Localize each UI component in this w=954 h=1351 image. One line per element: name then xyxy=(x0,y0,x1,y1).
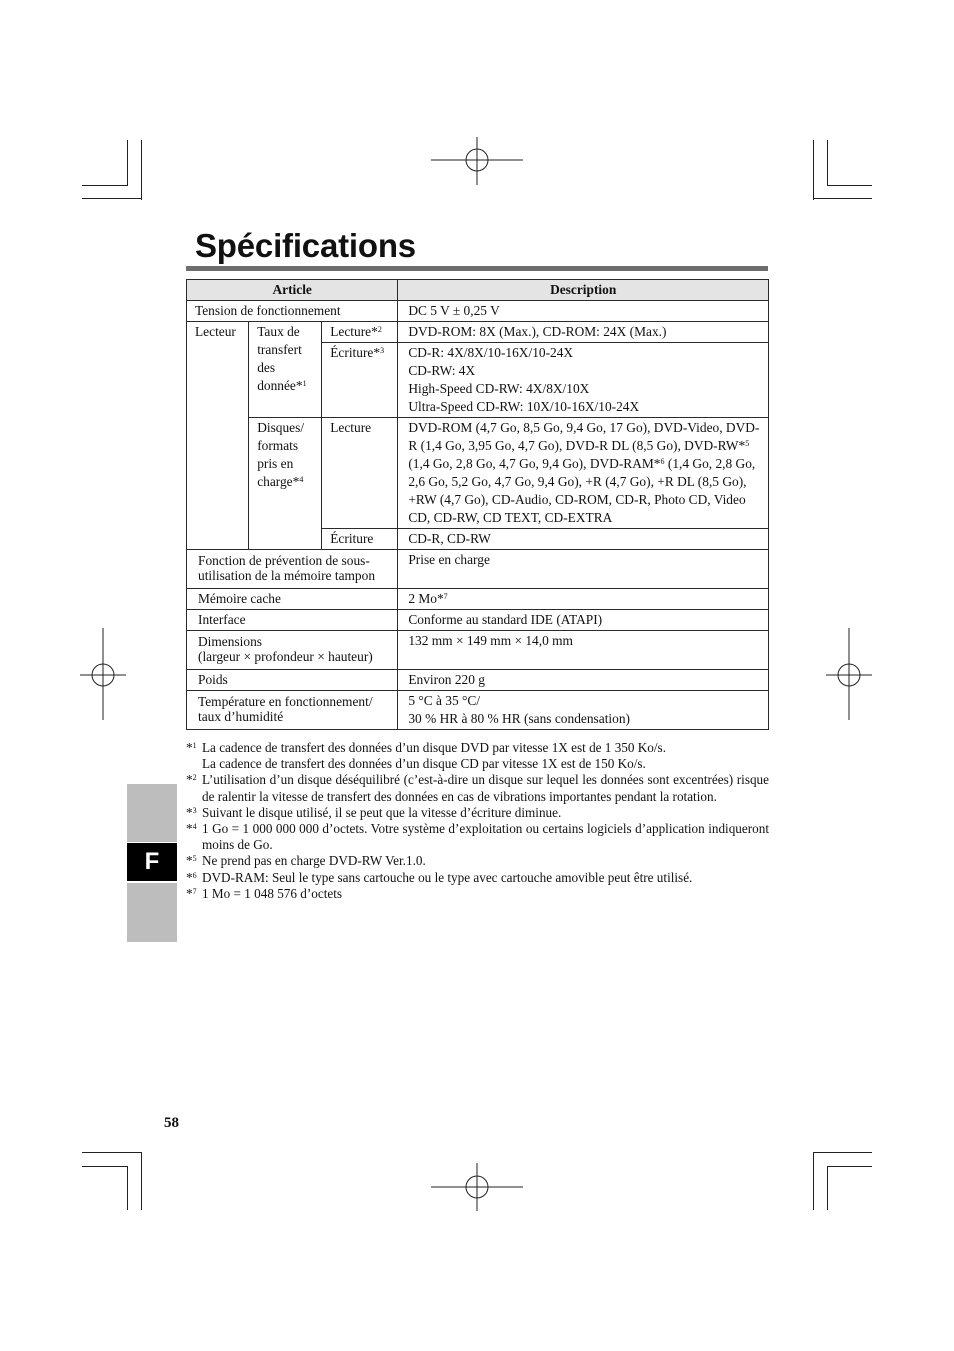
row-value-dimensions: 132 mm × 149 mm × 14,0 mm xyxy=(398,631,769,670)
row-label-cache: Mémoire cache xyxy=(187,589,398,610)
row-value-cache: 2 Mo*$^7$ xyxy=(398,589,769,610)
row-label-taux: Taux de transfert des donnée*$^1$ xyxy=(249,322,322,418)
row-value-disques-ecriture: CD-R, CD-RW xyxy=(398,529,769,550)
footnote-6: *$^6$ DVD-RAM: Seul le type sans cartouche ou le type avec cartouche amovible peut être utilisé. xyxy=(186,869,693,885)
table-row xyxy=(187,418,769,529)
row-label-ecriture: Écriture*$^3$ xyxy=(322,343,398,418)
row-label-prevention: Fonction de prévention de sous-utilisation de la mémoire tampon xyxy=(187,550,398,589)
table-row xyxy=(187,589,769,610)
row-value-poids: Environ 220 g xyxy=(398,670,769,691)
table-row xyxy=(187,550,769,589)
row-value-prevention: Prise en charge xyxy=(398,550,769,589)
footnote-2: *$^2$ L’utilisation d’un disque déséquilibré (c’est-à-dire un disque sur lequel les données sont excentrées) risque de ralentir la vitesse de transfert des données en cas de vibrations importantes pendant la rotation. xyxy=(186,772,769,804)
side-tab-language: F xyxy=(127,843,177,881)
page-title: Spécifications xyxy=(195,227,416,264)
row-value-lecture: DVD-ROM: 8X (Max.), CD-ROM: 24X (Max.) xyxy=(398,322,769,343)
row-value-ecriture: CD-R: 4X/8X/10-16X/10-24X CD-RW: 4X High-Speed CD-RW: 4X/8X/10X Ultra-Speed CD-RW: 10X/10-16X/10-24X xyxy=(398,343,769,418)
row-value-disques-lecture: DVD-ROM (4,7 Go, 8,5 Go, 9,4 Go, 17 Go), DVD-Video, DVD-R (1,4 Go, 3,95 Go, 4,7 Go), DVD-R DL (8,5 Go), DVD-RW*$^5$ (1,4 Go, 2,8 Go, 4,7 Go, 9,4 Go), DVD-RAM*$^6$ (1,4 Go, 2,8 Go, 2,6 Go, 5,2 Go, 4,7 Go, 9,4 Go), +R (4,7 Go), +R DL (8,5 Go), +RW (4,7 Go), CD-Audio, CD-ROM, CD-R, Photo CD, Video CD, CD-RW, CD TEXT, CD-EXTRA xyxy=(398,418,769,529)
title-underline xyxy=(186,266,768,271)
registration-mark-right xyxy=(826,628,872,720)
row-value-temperature: 5 °C à 35 °C/ 30 % HR à 80 % HR (sans condensation) xyxy=(398,691,769,730)
row-label-tension: Tension de fonctionnement xyxy=(187,301,398,322)
header-description: Description xyxy=(398,280,769,301)
row-label-lecture: Lecture*$^2$ xyxy=(322,322,398,343)
registration-mark-left xyxy=(80,628,126,720)
footnote-5: *$^5$ Ne prend pas en charge DVD-RW Ver.1.0. xyxy=(186,853,426,869)
table-row xyxy=(187,322,769,343)
registration-mark-bottom xyxy=(431,1163,523,1211)
row-label-poids: Poids xyxy=(187,670,398,691)
footnote-1: *$^1$ La cadence de transfert des données d’un disque DVD par vitesse 1X est de 1 350 Ko/s. La cadence de transfert des données d’un disque CD par vitesse 1X est de 150 Ko/s. xyxy=(186,740,666,772)
row-label-lecteur: Lecteur xyxy=(187,322,249,550)
footnote-4: *$^4$ 1 Go = 1 000 000 000 d’octets. Votre système d’exploitation ou certains logiciels d’application indiqueront moins de Go. xyxy=(186,821,769,853)
footnote-7: *$^7$ 1 Mo = 1 048 576 d’octets xyxy=(186,885,343,901)
side-tab-upper xyxy=(127,784,177,842)
table-row xyxy=(187,691,769,730)
footnotes xyxy=(186,740,769,902)
header-article: Article xyxy=(187,280,398,301)
row-label-disques: Disques/ formats pris en charge*$^4$ xyxy=(249,418,322,550)
row-label-disques-lecture: Lecture xyxy=(322,418,398,529)
footnote-3: *$^3$ Suivant le disque utilisé, il se peut que la vitesse d’écriture diminue. xyxy=(186,804,562,820)
table-row xyxy=(187,301,769,322)
row-value-interface: Conforme au standard IDE (ATAPI) xyxy=(398,610,769,631)
row-label-interface: Interface xyxy=(187,610,398,631)
table-row xyxy=(187,631,769,670)
table-row xyxy=(187,670,769,691)
spec-table xyxy=(186,279,769,730)
table-row xyxy=(187,610,769,631)
table-header-row xyxy=(187,280,769,301)
row-label-dimensions: Dimensions (largeur × profondeur × hauteur) xyxy=(187,631,398,670)
page-number: 58 xyxy=(164,1115,179,1131)
registration-mark-top xyxy=(431,137,523,185)
row-label-disques-ecriture: Écriture xyxy=(322,529,398,550)
side-tab-lower xyxy=(127,883,177,942)
row-value-tension: DC 5 V ± 0,25 V xyxy=(398,301,769,322)
row-label-temperature: Température en fonctionnement/ taux d’humidité xyxy=(187,691,398,730)
